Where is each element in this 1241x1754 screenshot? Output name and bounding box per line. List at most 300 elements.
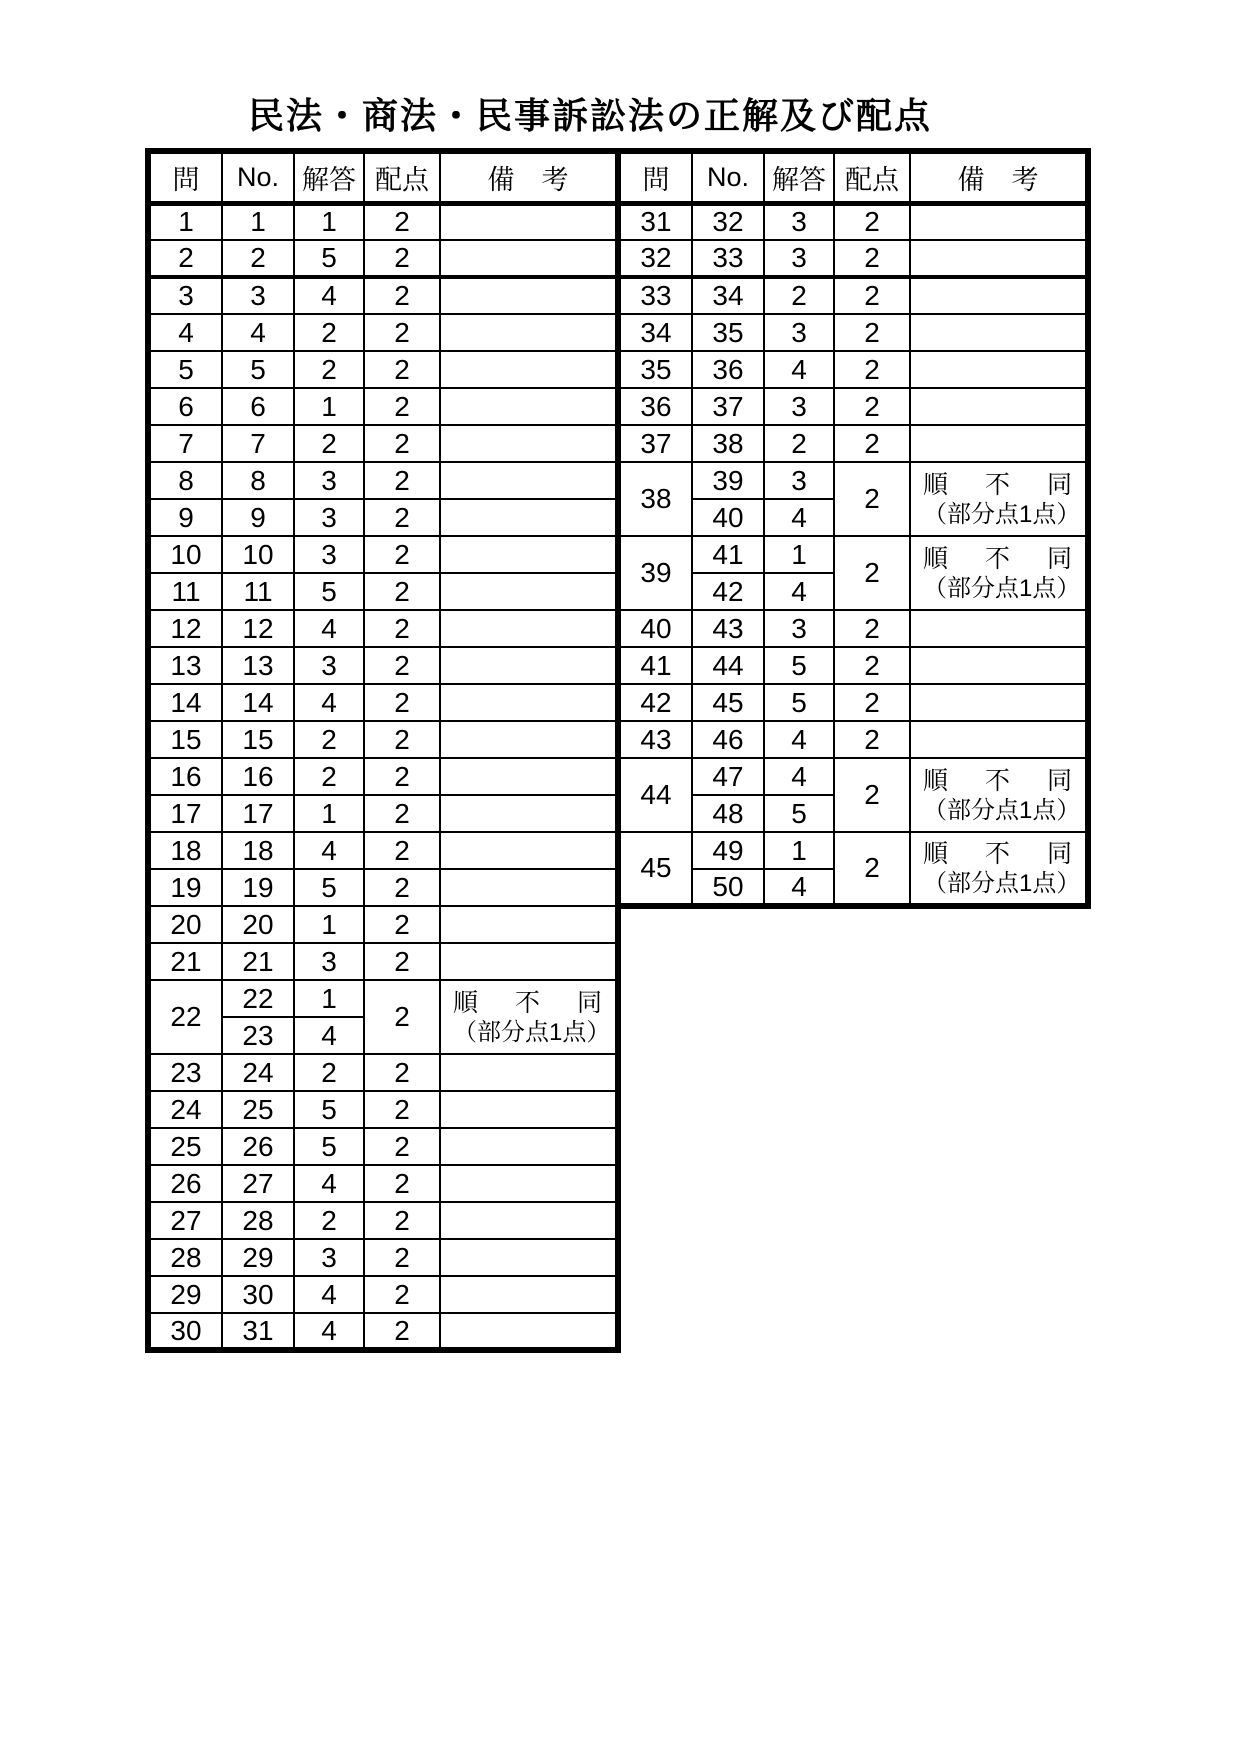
points-cell: 2 <box>364 610 440 647</box>
table-row <box>618 647 1088 684</box>
table-row <box>618 351 1088 388</box>
no-cell: 19 <box>222 869 294 906</box>
points-cell: 2 <box>364 1054 440 1091</box>
no-cell: 8 <box>222 462 294 499</box>
table-row <box>618 462 1088 499</box>
table-row <box>148 647 618 684</box>
answer-cell: 5 <box>294 1091 364 1128</box>
column-header-points: 配点 <box>364 151 440 203</box>
table-row <box>148 1239 618 1276</box>
table-row <box>148 425 618 462</box>
points-cell: 2 <box>364 277 440 314</box>
remark-cell <box>440 1091 618 1128</box>
points-cell: 2 <box>364 462 440 499</box>
remark-cell <box>910 462 1088 536</box>
answer-cell: 5 <box>294 573 364 610</box>
points-cell: 2 <box>834 351 910 388</box>
no-cell: 40 <box>692 499 764 536</box>
answer-cell: 3 <box>764 462 834 499</box>
table-row <box>148 462 618 499</box>
points-cell: 2 <box>364 499 440 536</box>
remark-cell <box>910 647 1088 684</box>
table-row <box>148 351 618 388</box>
answer-cell: 3 <box>294 1239 364 1276</box>
no-cell: 28 <box>222 1202 294 1239</box>
answer-cell: 1 <box>294 388 364 425</box>
no-cell: 41 <box>692 536 764 573</box>
remark-cell <box>440 1276 618 1313</box>
answer-cell: 2 <box>294 758 364 795</box>
points-cell: 2 <box>364 314 440 351</box>
question-cell: 29 <box>148 1276 222 1313</box>
no-cell: 4 <box>222 314 294 351</box>
column-header-no: No. <box>222 151 294 203</box>
remark-cell <box>440 499 618 536</box>
remark-cell <box>440 869 618 906</box>
column-header-question: 問 <box>148 151 222 203</box>
remark-cell <box>910 425 1088 462</box>
question-cell: 3 <box>148 277 222 314</box>
remark-cell <box>440 462 618 499</box>
remark-line2: （部分点1点） <box>923 869 1081 897</box>
no-cell: 43 <box>692 610 764 647</box>
no-cell: 21 <box>222 943 294 980</box>
remark-line1: 順 不 同 <box>453 988 609 1017</box>
remark-cell <box>440 906 618 943</box>
table-row <box>618 610 1088 647</box>
table-row <box>148 1202 618 1239</box>
question-cell: 30 <box>148 1313 222 1350</box>
no-cell: 30 <box>222 1276 294 1313</box>
answer-cell: 4 <box>764 499 834 536</box>
remark-line1: 順 不 同 <box>923 766 1079 795</box>
remark-cell <box>440 351 618 388</box>
remark-line1: 順 不 同 <box>923 470 1079 499</box>
table-row <box>148 388 618 425</box>
table-row <box>148 536 618 573</box>
answer-cell: 4 <box>764 758 834 795</box>
remark-cell <box>910 721 1088 758</box>
no-cell: 31 <box>222 1313 294 1350</box>
answer-cell: 3 <box>764 203 834 240</box>
no-cell: 3 <box>222 277 294 314</box>
answer-cell: 1 <box>294 906 364 943</box>
points-cell: 2 <box>364 536 440 573</box>
remark-cell <box>440 277 618 314</box>
remark-cell <box>440 610 618 647</box>
table-row <box>618 758 1088 795</box>
answer-cell: 4 <box>294 832 364 869</box>
question-cell: 7 <box>148 425 222 462</box>
question-cell: 32 <box>618 240 692 277</box>
no-cell: 44 <box>692 647 764 684</box>
remark-cell <box>910 388 1088 425</box>
question-cell: 22 <box>148 980 222 1054</box>
question-cell: 4 <box>148 314 222 351</box>
answer-cell: 4 <box>764 351 834 388</box>
question-cell: 21 <box>148 943 222 980</box>
remark-line2: （部分点1点） <box>923 796 1081 824</box>
no-cell: 9 <box>222 499 294 536</box>
table-row <box>148 1054 618 1091</box>
points-cell: 2 <box>364 943 440 980</box>
answer-cell: 4 <box>764 869 834 906</box>
question-cell: 11 <box>148 573 222 610</box>
remark-cell <box>440 240 618 277</box>
no-cell: 50 <box>692 869 764 906</box>
header-row <box>148 151 618 203</box>
points-cell: 2 <box>364 684 440 721</box>
column-header-remarks: 備 考 <box>440 151 618 203</box>
remark-cell <box>440 795 618 832</box>
points-cell: 2 <box>834 462 910 536</box>
points-cell: 2 <box>364 1313 440 1350</box>
points-cell: 2 <box>834 203 910 240</box>
answer-cell: 4 <box>294 610 364 647</box>
points-cell: 2 <box>364 1128 440 1165</box>
table-row <box>148 906 618 943</box>
table-row <box>148 795 618 832</box>
points-cell: 2 <box>364 980 440 1054</box>
answer-cell: 4 <box>764 573 834 610</box>
points-cell: 2 <box>364 425 440 462</box>
no-cell: 11 <box>222 573 294 610</box>
remark-cell <box>910 610 1088 647</box>
no-cell: 39 <box>692 462 764 499</box>
no-cell: 13 <box>222 647 294 684</box>
table-header <box>148 151 618 203</box>
question-cell: 18 <box>148 832 222 869</box>
points-cell: 2 <box>364 1202 440 1239</box>
remark-line1: 順 不 同 <box>923 544 1079 573</box>
answer-cell: 1 <box>294 203 364 240</box>
question-cell: 41 <box>618 647 692 684</box>
no-cell: 5 <box>222 351 294 388</box>
question-cell: 6 <box>148 388 222 425</box>
question-cell: 45 <box>618 832 692 906</box>
question-cell: 12 <box>148 610 222 647</box>
answer-cell: 1 <box>294 795 364 832</box>
table-row <box>148 1091 618 1128</box>
answer-cell: 3 <box>294 536 364 573</box>
page-title: 民法・商法・民事訴訟法の正解及び配点 <box>247 95 932 136</box>
question-cell: 40 <box>618 610 692 647</box>
points-cell: 2 <box>834 425 910 462</box>
no-cell: 10 <box>222 536 294 573</box>
question-cell: 8 <box>148 462 222 499</box>
remark-line2: （部分点1点） <box>923 574 1081 602</box>
answer-cell: 5 <box>764 647 834 684</box>
points-cell: 2 <box>364 240 440 277</box>
question-cell: 36 <box>618 388 692 425</box>
remark-cell <box>440 536 618 573</box>
points-cell: 2 <box>834 610 910 647</box>
no-cell: 22 <box>222 980 294 1017</box>
no-cell: 6 <box>222 388 294 425</box>
answer-cell: 1 <box>764 832 834 869</box>
question-cell: 38 <box>618 462 692 536</box>
remark-cell <box>440 1239 618 1276</box>
no-cell: 47 <box>692 758 764 795</box>
remark-cell <box>910 536 1088 610</box>
table-row <box>148 869 618 906</box>
no-cell: 26 <box>222 1128 294 1165</box>
answer-cell: 3 <box>764 240 834 277</box>
remark-line2: （部分点1点） <box>923 500 1081 528</box>
table-body-left <box>148 203 618 1350</box>
question-cell: 25 <box>148 1128 222 1165</box>
points-cell: 2 <box>364 721 440 758</box>
no-cell: 34 <box>692 277 764 314</box>
table-row <box>148 240 618 277</box>
points-cell: 2 <box>364 647 440 684</box>
answer-cell: 1 <box>294 980 364 1017</box>
table-row <box>148 1276 618 1313</box>
table-row <box>148 573 618 610</box>
remark-cell <box>440 1313 618 1350</box>
table-row <box>148 684 618 721</box>
no-cell: 2 <box>222 240 294 277</box>
question-cell: 33 <box>618 277 692 314</box>
question-cell: 15 <box>148 721 222 758</box>
no-cell: 27 <box>222 1165 294 1202</box>
column-header-answer: 解答 <box>764 151 834 203</box>
points-cell: 2 <box>364 573 440 610</box>
table-row <box>618 684 1088 721</box>
points-cell: 2 <box>364 869 440 906</box>
question-cell: 14 <box>148 684 222 721</box>
answer-tables-container <box>145 148 1091 1353</box>
table-body-right <box>618 203 1088 906</box>
question-cell: 2 <box>148 240 222 277</box>
question-cell: 27 <box>148 1202 222 1239</box>
answer-cell: 4 <box>294 277 364 314</box>
answer-cell: 3 <box>764 388 834 425</box>
points-cell: 2 <box>364 1091 440 1128</box>
points-cell: 2 <box>364 1239 440 1276</box>
points-cell: 2 <box>834 758 910 832</box>
remark-cell <box>440 1128 618 1165</box>
no-cell: 38 <box>692 425 764 462</box>
table-row <box>618 425 1088 462</box>
no-cell: 36 <box>692 351 764 388</box>
remark-cell <box>440 943 618 980</box>
remark-cell <box>440 573 618 610</box>
question-cell: 26 <box>148 1165 222 1202</box>
no-cell: 37 <box>692 388 764 425</box>
points-cell: 2 <box>834 314 910 351</box>
remark-cell <box>910 203 1088 240</box>
table-row <box>618 721 1088 758</box>
no-cell: 14 <box>222 684 294 721</box>
remark-cell <box>440 1202 618 1239</box>
remark-cell <box>440 1165 618 1202</box>
remark-cell <box>910 832 1088 906</box>
question-cell: 13 <box>148 647 222 684</box>
no-cell: 46 <box>692 721 764 758</box>
answer-cell: 5 <box>294 240 364 277</box>
table-row <box>148 203 618 240</box>
points-cell: 2 <box>834 647 910 684</box>
remark-cell <box>910 758 1088 832</box>
table-row <box>148 832 618 869</box>
no-cell: 33 <box>692 240 764 277</box>
question-cell: 24 <box>148 1091 222 1128</box>
question-cell: 5 <box>148 351 222 388</box>
points-cell: 2 <box>364 758 440 795</box>
points-cell: 2 <box>364 1165 440 1202</box>
no-cell: 29 <box>222 1239 294 1276</box>
header-row <box>618 151 1088 203</box>
points-cell: 2 <box>834 684 910 721</box>
remark-cell <box>440 388 618 425</box>
table-row <box>148 610 618 647</box>
points-cell: 2 <box>834 721 910 758</box>
answer-cell: 2 <box>764 425 834 462</box>
remark-cell <box>440 684 618 721</box>
column-header-no: No. <box>692 151 764 203</box>
answers-table-right <box>615 148 1091 909</box>
question-cell: 37 <box>618 425 692 462</box>
table-row <box>148 758 618 795</box>
answer-cell: 3 <box>764 314 834 351</box>
table-row <box>148 277 618 314</box>
remark-cell <box>910 277 1088 314</box>
question-cell: 10 <box>148 536 222 573</box>
answer-cell: 3 <box>294 647 364 684</box>
no-cell: 12 <box>222 610 294 647</box>
remark-cell <box>440 203 618 240</box>
no-cell: 23 <box>222 1017 294 1054</box>
points-cell: 2 <box>834 536 910 610</box>
question-cell: 20 <box>148 906 222 943</box>
answer-cell: 3 <box>294 499 364 536</box>
remark-cell <box>910 240 1088 277</box>
no-cell: 35 <box>692 314 764 351</box>
answer-cell: 4 <box>294 1165 364 1202</box>
remark-cell <box>910 351 1088 388</box>
no-cell: 16 <box>222 758 294 795</box>
no-cell: 25 <box>222 1091 294 1128</box>
points-cell: 2 <box>364 388 440 425</box>
table-row <box>618 203 1088 240</box>
answer-cell: 1 <box>764 536 834 573</box>
no-cell: 32 <box>692 203 764 240</box>
answer-cell: 3 <box>764 610 834 647</box>
column-header-answer: 解答 <box>294 151 364 203</box>
question-cell: 39 <box>618 536 692 610</box>
table-row <box>148 1165 618 1202</box>
points-cell: 2 <box>364 832 440 869</box>
question-cell: 35 <box>618 351 692 388</box>
no-cell: 1 <box>222 203 294 240</box>
no-cell: 17 <box>222 795 294 832</box>
answer-cell: 4 <box>294 1276 364 1313</box>
answer-cell: 2 <box>764 277 834 314</box>
no-cell: 20 <box>222 906 294 943</box>
points-cell: 2 <box>364 906 440 943</box>
answer-cell: 2 <box>294 1054 364 1091</box>
table-row <box>618 314 1088 351</box>
answer-cell: 4 <box>294 1017 364 1054</box>
table-row <box>618 536 1088 573</box>
points-cell: 2 <box>834 277 910 314</box>
answer-cell: 2 <box>294 1202 364 1239</box>
answers-table-left <box>145 148 621 1353</box>
table-row <box>618 277 1088 314</box>
table-row <box>148 499 618 536</box>
points-cell: 2 <box>834 240 910 277</box>
answer-cell: 3 <box>294 462 364 499</box>
remark-cell <box>440 1054 618 1091</box>
points-cell: 2 <box>364 1276 440 1313</box>
no-cell: 15 <box>222 721 294 758</box>
table-row <box>148 1313 618 1350</box>
column-header-question: 問 <box>618 151 692 203</box>
question-cell: 42 <box>618 684 692 721</box>
question-cell: 16 <box>148 758 222 795</box>
question-cell: 44 <box>618 758 692 832</box>
question-cell: 17 <box>148 795 222 832</box>
answer-cell: 2 <box>294 425 364 462</box>
answer-cell: 2 <box>294 721 364 758</box>
no-cell: 48 <box>692 795 764 832</box>
question-cell: 1 <box>148 203 222 240</box>
remark-cell <box>440 721 618 758</box>
no-cell: 42 <box>692 573 764 610</box>
table-row <box>148 980 618 1017</box>
question-cell: 43 <box>618 721 692 758</box>
answer-cell: 2 <box>294 314 364 351</box>
remark-cell <box>440 425 618 462</box>
no-cell: 18 <box>222 832 294 869</box>
question-cell: 34 <box>618 314 692 351</box>
no-cell: 24 <box>222 1054 294 1091</box>
question-cell: 23 <box>148 1054 222 1091</box>
answer-cell: 5 <box>764 684 834 721</box>
remark-cell <box>440 314 618 351</box>
remark-cell <box>910 314 1088 351</box>
remark-line2: （部分点1点） <box>453 1018 611 1046</box>
table-row <box>618 240 1088 277</box>
table-row <box>148 943 618 980</box>
points-cell: 2 <box>834 388 910 425</box>
answer-cell: 5 <box>294 1128 364 1165</box>
table-row <box>618 388 1088 425</box>
question-cell: 28 <box>148 1239 222 1276</box>
remark-cell <box>440 758 618 795</box>
remark-line1: 順 不 同 <box>923 839 1079 868</box>
column-header-points: 配点 <box>834 151 910 203</box>
points-cell: 2 <box>364 795 440 832</box>
no-cell: 45 <box>692 684 764 721</box>
answer-cell: 5 <box>764 795 834 832</box>
remark-cell <box>440 647 618 684</box>
points-cell: 2 <box>364 351 440 388</box>
answer-cell: 5 <box>294 869 364 906</box>
question-cell: 9 <box>148 499 222 536</box>
remark-cell <box>440 832 618 869</box>
no-cell: 49 <box>692 832 764 869</box>
column-header-remarks: 備 考 <box>910 151 1088 203</box>
remark-cell <box>440 980 618 1054</box>
points-cell: 2 <box>834 832 910 906</box>
table-row <box>148 314 618 351</box>
question-cell: 19 <box>148 869 222 906</box>
answer-cell: 3 <box>294 943 364 980</box>
remark-cell <box>910 684 1088 721</box>
answer-cell: 4 <box>294 1313 364 1350</box>
